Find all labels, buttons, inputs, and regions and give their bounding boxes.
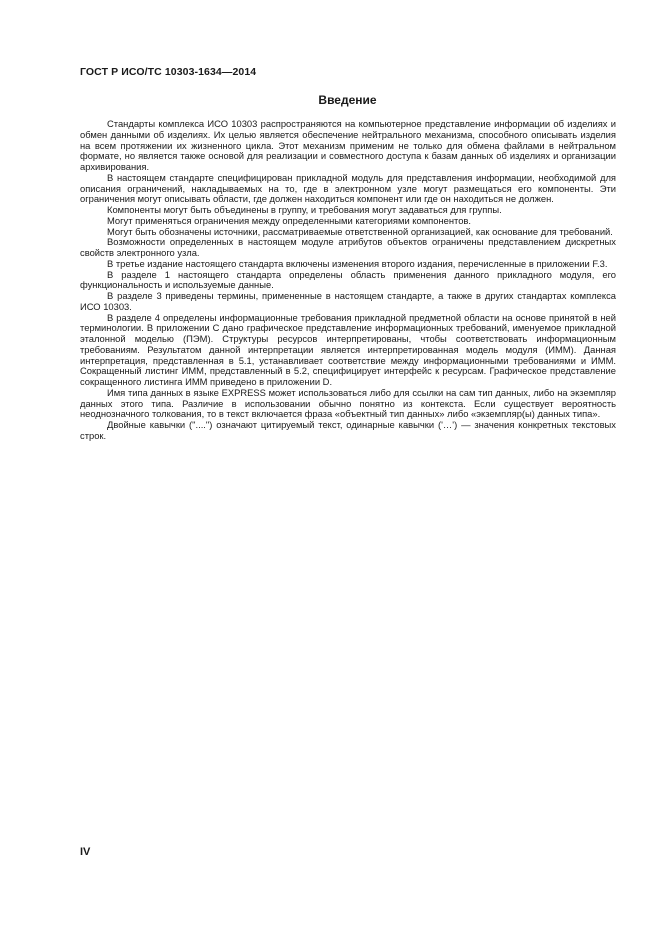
paragraph: В разделе 4 определены информационные требования прикладной предметной области на основе принятой в ней терминологии. В приложении С дано графическое представление информационных требований, именуемое прикладной эталонной моделью (ПЭМ). Структуры ресурсов интерпретированы, чтобы соответствовать информационным требованиям. Результатом данной интерпретации является интерпретированная модель модуля (ИММ). Данная интерпретация, представленная в 5.1, устанавливает соответствие между информационными требованиями и ИММ. Сокращенный листинг ИММ, представленный в 5.2, специфицирует интерфейс к ресурсам. Графическое представление сокращенного листинга ИММ приведено в приложении D. <box>80 311 616 387</box>
paragraph: В разделе 1 настоящего стандарта определены область применения данного прикладного модуля, его функциональность и используемые данные. <box>80 268 616 291</box>
document-header: ГОСТ Р ИСО/ТС 10303-1634—2014 <box>80 66 257 78</box>
paragraph: Имя типа данных в языке EXPRESS может использоваться либо для ссылки на сам тип данных, либо на экземпляр данных этого типа. Различие в использовании обычно понятно из контекста. Если существует вероятность неоднозначного толкования, то в текст включается фраза «объектный тип данных» либо «экземпляр(ы) данных типа». <box>80 386 616 420</box>
paragraph: Компоненты могут быть объединены в группу, и требования могут задаваться для группы. <box>107 204 502 215</box>
paragraph: Могут применяться ограничения между определенными категориями компонентов. <box>107 214 471 226</box>
paragraph: Стандарты комплекса ИСО 10303 распространяются на компьютерное представление информации об изделиях и обмен данными об изделиях. Их целью является обеспечение нейтрального механизма, способного описывать изделия на всем протяжении их жизненного цикла. Этот механизм применим не только для обмена файлами в нейтральном формате, но является также основой для реализации и совместного доступа к базам данных об изделиях и организации архивирования. <box>80 118 616 172</box>
page-number: IV <box>80 846 91 858</box>
section-title: Введение <box>318 93 377 107</box>
body-text <box>80 119 616 442</box>
paragraph: Двойные кавычки ("....") означают цитируемый текст, одинарные кавычки ('…') — значения конкретных текстовых строк. <box>80 419 616 441</box>
paragraph: Возможности определенных в настоящем модуле атрибутов объектов ограничены представлением дискретных свойств электронного узла. <box>80 236 616 258</box>
paragraph: В настоящем стандарте специфицирован прикладной модуль для представления информации, необходимой для описания ограничений, накладываемых на то, где в электронном узле могут размещаться его компоненты. Эти ограничения могут описывать области, где должен находиться компонент или где он находиться не должен. <box>80 171 616 205</box>
paragraph: В третье издание настоящего стандарта включены изменения второго издания, перечисленные в приложении F.3. <box>107 257 608 269</box>
paragraph: В разделе 3 приведены термины, примененные в настоящем стандарте, а также в других стандартах комплекса ИСО 10303. <box>80 290 616 312</box>
paragraph: Могут быть обозначены источники, рассматриваемые ответственной организацией, как основание для требований. <box>107 225 613 237</box>
